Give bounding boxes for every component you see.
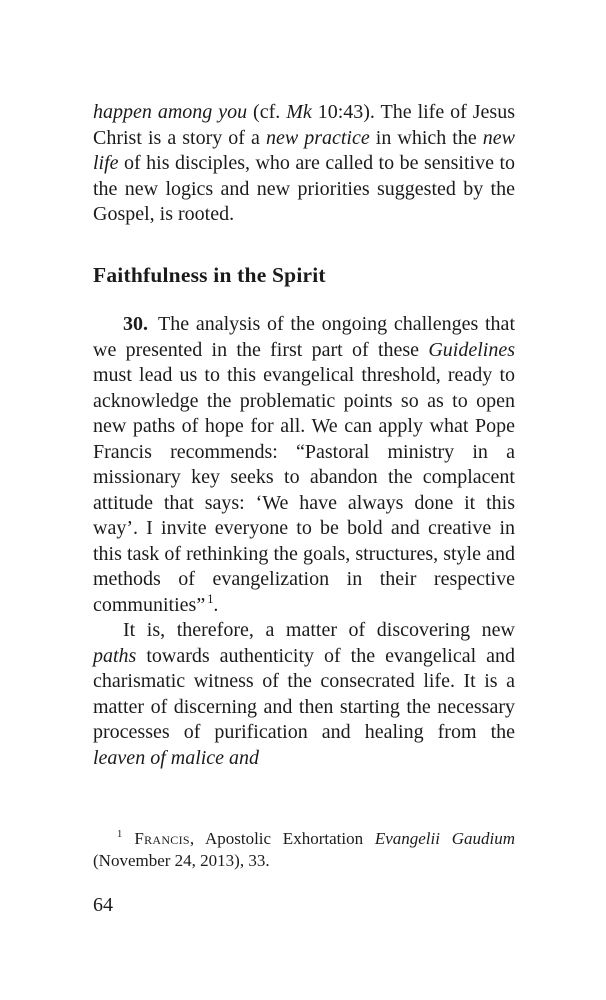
- page-number: 64: [93, 894, 113, 916]
- main-text-flow: [93, 312, 515, 771]
- continuation-paragraph: happen among you (cf. Mk 10:43). The life of Jesus Christ is a story of a new practice in which the new life of his disciples, who are called to be sensitive to the new logics and new priorities suggested by the Gospel, is rooted.: [93, 101, 516, 225]
- footnote: $^1$ Francis, Apostolic Exhortation Evangelii Gaudium (November 24, 2013), 33.: [93, 829, 515, 870]
- numbered-paragraph-30: 30. The analysis of the ongoing challenges that we presented in the first part of these Guidelines must lead us to this evangelical threshold, ready to acknowledge the problematic points so as to open new paths of hope for all. We can apply what Pope Francis recommends: “Pastoral ministry in a missionary key seeks to abandon the complacent attitude that says: ‘We have always done it this way’. I invite everyone to be bold and creative in this task of rethinking the goals, structures, style and methods of evangelization in their respective communities” $^1$.: [93, 313, 515, 616]
- section-heading: Faithfulness in the Spirit: [93, 263, 326, 287]
- body-paragraph: It is, therefore, a matter of discovering new paths towards authenticity of the evangelical and charismatic witness of the consecrated life. It is a matter of discerning and then starting the necessary processes of purification and healing from the leaven of malice and: [93, 619, 515, 769]
